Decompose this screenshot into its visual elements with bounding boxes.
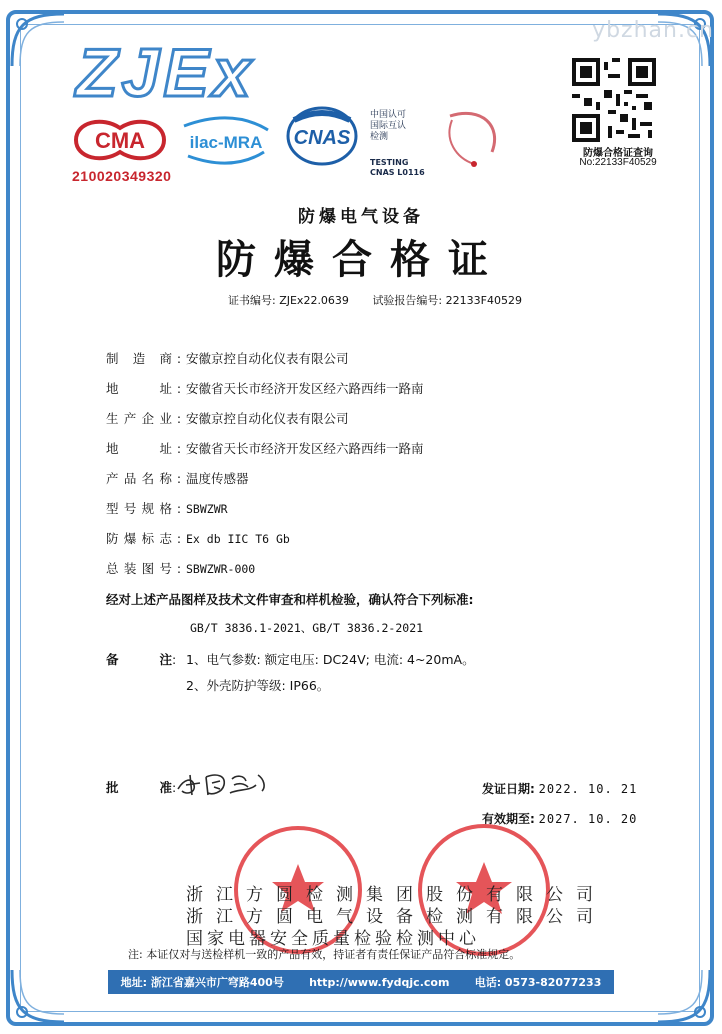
field-label: 防爆标志 bbox=[106, 531, 172, 546]
document-subtitle: 防爆电气设备 bbox=[298, 207, 424, 227]
field-ex-marking: 防爆标志 : Ex db IIC T6 Gb bbox=[106, 531, 290, 546]
qr-title: 防爆合格证查询 bbox=[583, 148, 653, 159]
issuer-line-3: 国家电器安全质量检验检测中心 bbox=[186, 929, 480, 949]
field-label: 生产企业 bbox=[106, 411, 172, 426]
zjex-logo bbox=[72, 30, 272, 108]
svg-text:ilac-MRA: ilac-MRA bbox=[189, 133, 263, 152]
watermark: ybzhan.cn bbox=[592, 18, 714, 43]
field-value: SBWZWR bbox=[186, 502, 228, 516]
field-label: 型号规格 bbox=[106, 501, 172, 516]
field-value: 安徽京控自动化仪表有限公司 bbox=[186, 351, 349, 366]
cma-logo bbox=[76, 122, 164, 158]
report-number: 试验报告编号: 22133F40529 bbox=[372, 294, 522, 307]
note-line-1: 1、电气参数: 额定电压: DC24V; 电流: 4~20mA。 bbox=[186, 652, 475, 667]
field-value: 安徽京控自动化仪表有限公司 bbox=[186, 411, 349, 426]
svg-text:CMA: CMA bbox=[94, 128, 146, 153]
certificate-numbers bbox=[228, 292, 542, 308]
note-line-2: 2、外壳防护等级: IP66。 bbox=[186, 678, 330, 693]
field-value: 温度传感器 bbox=[186, 471, 249, 486]
certificate-number: 证书编号: ZJEx22.0639 bbox=[228, 294, 349, 307]
standards-list: GB/T 3836.1-2021、GB/T 3836.2-2021 bbox=[190, 621, 424, 635]
field-value: 安徽省天长市经济开发区经六路西纬一路南 bbox=[186, 441, 424, 456]
zhejiang-logo bbox=[449, 113, 494, 167]
field-manufacturer: 制造商 : 安徽京控自动化仪表有限公司 bbox=[106, 351, 349, 366]
phone-text: 电话: 0573-82077233 bbox=[474, 976, 602, 989]
issuer-line-1: 浙江方圆检测集团股份有限公司 bbox=[186, 885, 606, 905]
field-label: 地址 bbox=[106, 381, 172, 396]
svg-text:CNAS: CNAS bbox=[293, 127, 351, 149]
cnas-testing-text: TESTING CNAS L0116 bbox=[370, 158, 425, 177]
cma-code: 210020349320 bbox=[72, 168, 172, 184]
field-producer: 生产企业 : 安徽京控自动化仪表有限公司 bbox=[106, 411, 349, 426]
address-text: 地址: 浙江省嘉兴市广穹路400号 bbox=[120, 976, 284, 989]
footnote: 注: 本证仅对与送检样机一致的产品有效，持证者有责任保证产品符合标准规定。 bbox=[128, 948, 521, 961]
field-producer-address: 地址 : 安徽省天长市经济开发区经六路西纬一路南 bbox=[106, 441, 424, 456]
field-manufacturer-address: 地址 : 安徽省天长市经济开发区经六路西纬一路南 bbox=[106, 381, 424, 396]
field-value: SBWZWR-000 bbox=[186, 562, 256, 576]
svg-text:ZJEx: ZJEx bbox=[76, 35, 255, 108]
field-product-name: 产品名称 : 温度传感器 bbox=[106, 471, 249, 486]
field-label: 地址 bbox=[106, 441, 172, 456]
field-label: 产品名称 bbox=[106, 471, 172, 486]
qr-code[interactable] bbox=[572, 58, 656, 142]
field-label: 制造商 bbox=[106, 351, 172, 366]
approval-label: 批准: bbox=[106, 780, 177, 795]
website-link[interactable]: http://www.fydqjc.com bbox=[309, 975, 450, 989]
field-label: 总装图号 bbox=[106, 561, 172, 576]
field-value: 安徽省天长市经济开发区经六路西纬一路南 bbox=[186, 381, 424, 396]
corner-ornament-bottom-left bbox=[4, 960, 74, 1030]
issue-date: 发证日期: 2022. 10. 21 bbox=[482, 782, 638, 796]
field-value: Ex db IIC T6 Gb bbox=[186, 532, 290, 546]
ilac-mra-logo bbox=[184, 118, 268, 163]
qr-number: No:22133F40529 bbox=[579, 157, 657, 168]
conformity-statement: 经对上述产品图样及技术文件审查和样机检验，确认符合下列标准: bbox=[106, 592, 474, 607]
field-drawing-number: 总装图号 : SBWZWR-000 bbox=[106, 561, 256, 576]
document-title: 防爆合格证 bbox=[216, 236, 506, 283]
handwritten-signature bbox=[172, 765, 272, 801]
corner-ornament-bottom-right bbox=[648, 960, 718, 1030]
field-model: 型号规格 : SBWZWR bbox=[106, 501, 228, 516]
contact-bar bbox=[108, 970, 614, 994]
issuer-line-2: 浙江方圆电气设备检测有限公司 bbox=[186, 907, 606, 927]
valid-until-date: 有效期至: 2027. 10. 20 bbox=[482, 812, 638, 826]
notes-label: 备注: bbox=[106, 652, 177, 667]
cnas-chinese-text: 中国认可 国际互认 检测 bbox=[370, 110, 407, 142]
cnas-logo bbox=[288, 108, 356, 164]
corner-ornament-top-left bbox=[4, 6, 74, 76]
